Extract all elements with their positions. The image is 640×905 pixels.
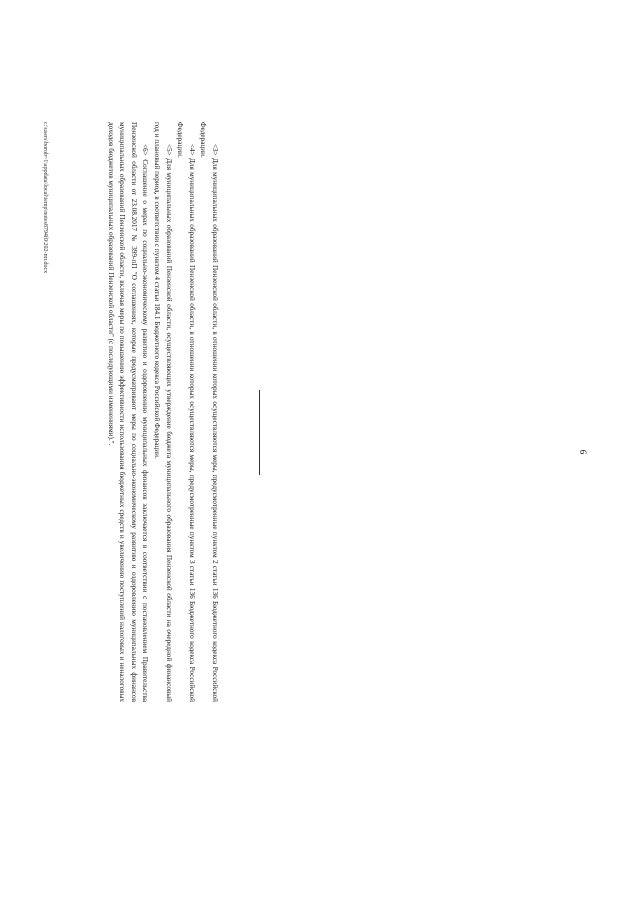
rotated-sheet [40, 62, 600, 842]
footnotes-block [104, 122, 220, 702]
footnote-6: <6> Соглашение о мерах по социально-экономическому развитию и оздоровлению муниципальных финансов заключается в соответствии с постановлением Правительства Пензенской области от 23.08.2017 № 399-пП "О соглашениях, которые предусматривают меры по социально-экономическому развитию и оздоровлению муниципальных финансов муниципальных образований Пензенской области, включая меры по повышению эффективности использования бюджетных средств и увеличению поступлений налоговых и неналоговых доходов бюджетов муниципальных образований Пензенской области" (с последующими изменениями).". [106, 122, 150, 702]
file-path: c:\users\borob~1\appdata\local\temp\notes8794f0\202-пп.docx [42, 122, 48, 274]
footnote-4: <4> Для муниципальных образований Пензенской области, в отношении которых осуществляются меры, предусмотренные пунктом 3 статьи 136 Бюджетного кодекса Российской Федерации. [176, 122, 196, 702]
page-number: 6 [578, 449, 588, 455]
footnote-3: <3> Для муниципальных образований Пензенской области, в отношении которых осуществляются меры, предусмотренные пунктом 2 статьи 136 Бюджетного кодекса Российской Федерации. [199, 122, 219, 702]
footnote-divider [259, 390, 260, 475]
footnote-5: <5> Для муниципальных образований Пензенской области, осуществляющих утверждение бюджета муниципального образования Пензенской области на очередной финансовый год и плановый период, в соответствии с пунктом 4 статьи 184.1 Бюджетного кодекса Российской Федерации. [153, 122, 173, 702]
